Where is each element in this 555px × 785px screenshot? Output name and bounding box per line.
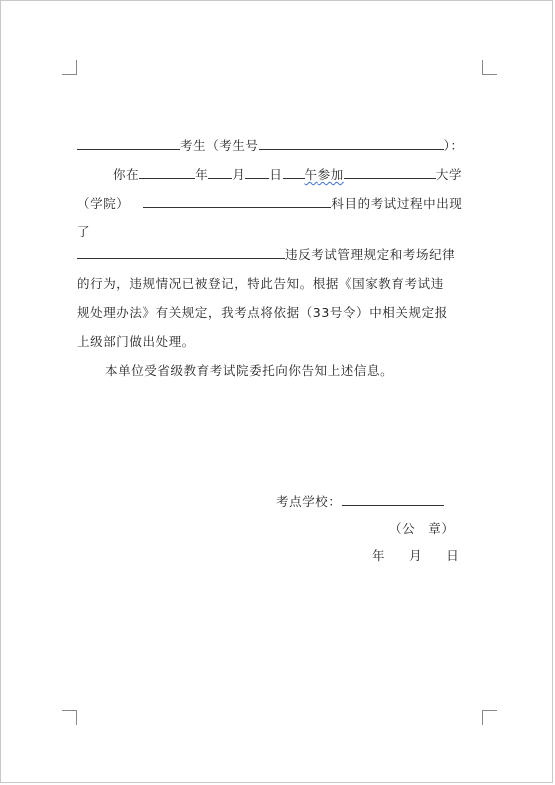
student-number-blank[interactable]: [259, 137, 444, 150]
exam-site-school-line: 考点学校：: [276, 492, 444, 510]
text-line-6: 的行为，违规情况已被登记，特此告知。根据《国家教育考试违: [77, 276, 444, 291]
salutation-line: 考生（考生号 ）：: [77, 136, 464, 154]
violation-line: 违反考试管理规定和考场纪律: [77, 245, 455, 263]
official-seal-label: （公 章）: [389, 521, 455, 536]
day-blank[interactable]: [245, 166, 269, 179]
text-line-7: 规处理办法》有关规定，我考点将依据（33号令）中相关规定报: [77, 305, 448, 320]
ampm-blank[interactable]: [283, 166, 305, 179]
date-line: 你在 年 月 日 午参加 大学: [113, 167, 463, 182]
year-blank[interactable]: [139, 166, 195, 179]
text-line-4: 了: [77, 224, 91, 239]
school-blank[interactable]: [342, 493, 444, 506]
university-blank[interactable]: [344, 166, 436, 179]
violation-blank[interactable]: [77, 246, 285, 259]
crop-mark-bottom-left: [62, 710, 77, 725]
crop-mark-top-left: [62, 60, 77, 75]
subject-blank[interactable]: [143, 195, 331, 208]
signature-date: 年 月 日: [372, 548, 460, 563]
crop-mark-top-right: [482, 60, 497, 75]
student-name-blank[interactable]: [77, 137, 180, 150]
month-blank[interactable]: [208, 166, 232, 179]
college-line: （学院） 科目的考试过程中出现: [77, 196, 463, 211]
text-line-9: 本单位受省级教育考试院委托向你告知上述信息。: [105, 363, 394, 378]
crop-mark-bottom-right: [482, 710, 497, 725]
text-line-8: 上级部门做出处理。: [77, 334, 195, 349]
